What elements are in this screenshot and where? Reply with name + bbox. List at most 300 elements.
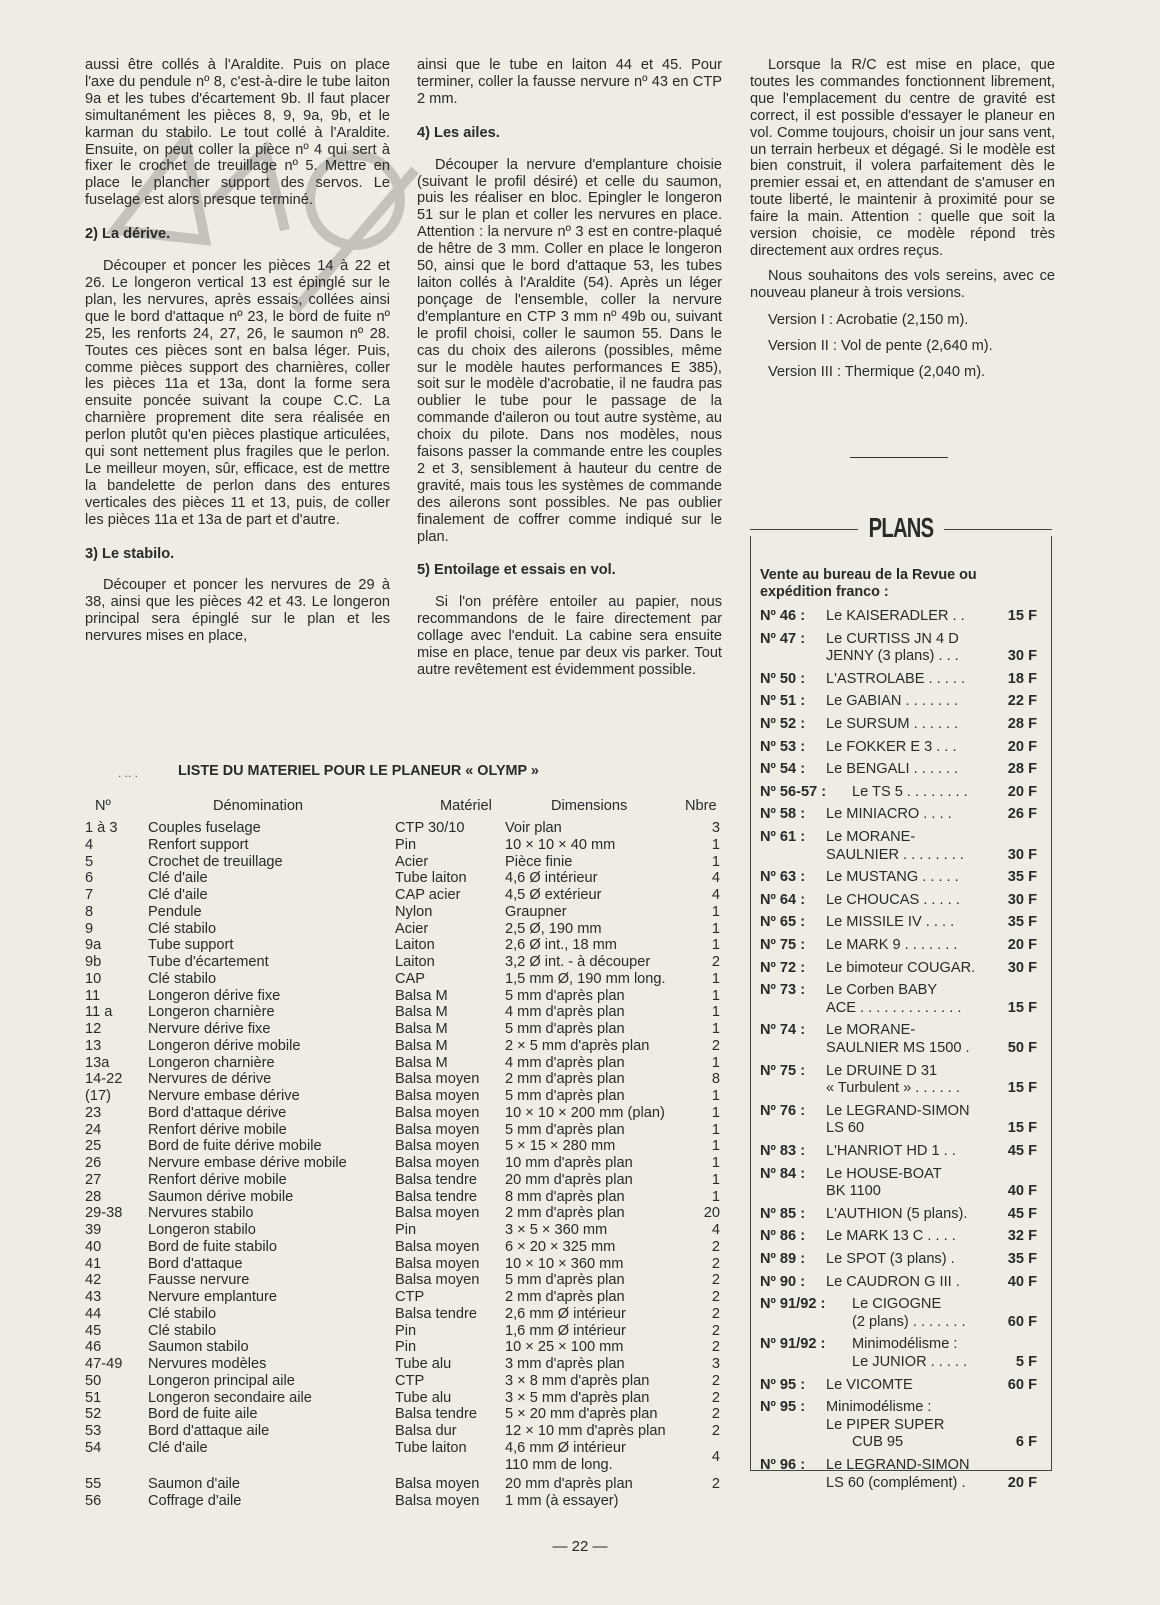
row-quantity: 4 — [711, 887, 720, 903]
row-quantity: 1 — [711, 1121, 720, 1138]
row-material: Balsa moyen — [395, 1255, 480, 1272]
row-number: 26 — [85, 1155, 102, 1171]
plan-number: Nº 72 : — [760, 959, 806, 976]
table-row — [0, 1256, 740, 1273]
plans-item — [760, 982, 1045, 1017]
table-row — [0, 1205, 740, 1222]
row-material: Balsa moyen — [395, 1071, 480, 1088]
plan-name: Le MARK 9 . . . . . . . — [826, 937, 958, 953]
row-dimensions: 5 × 15 × 280 mm — [505, 1138, 616, 1155]
plan-number: Nº 46 : — [760, 608, 806, 624]
table-row — [0, 1105, 740, 1122]
plan-number: Nº 65 : — [760, 914, 806, 931]
row-dimensions: 110 mm de long. — [505, 1456, 613, 1473]
plans-item — [760, 1399, 1045, 1452]
table-row — [0, 820, 740, 837]
row-dimensions: 1,5 mm Ø, 190 mm long. — [505, 970, 666, 987]
text-column-2 — [417, 57, 722, 679]
row-number: 51 — [85, 1389, 102, 1406]
row-denomination: Longeron stabilo — [148, 1222, 256, 1238]
plan-number: Nº 75 : — [760, 937, 806, 953]
row-number: 12 — [85, 1021, 102, 1037]
row-number: 9 — [85, 920, 94, 937]
row-denomination: Renfort dérive mobile — [148, 1121, 287, 1138]
row-dimensions: 6 × 20 × 325 mm — [505, 1238, 616, 1255]
table-row — [0, 1222, 740, 1239]
row-dimensions: 10 × 10 × 360 mm — [505, 1255, 624, 1272]
text-column-1 — [85, 57, 390, 645]
plan-number: Nº 52 : — [760, 716, 806, 732]
row-quantity: 1 — [711, 903, 720, 920]
plan-price: 28 F — [1007, 761, 1037, 778]
row-dimensions: 10 × 25 × 100 mm — [505, 1339, 624, 1356]
row-number: 25 — [85, 1138, 102, 1155]
row-material: Nylon — [395, 903, 433, 920]
plans-item — [760, 761, 1045, 779]
section-heading-stabilo: 3) Le stabilo. — [85, 545, 175, 562]
row-dimensions: 5 mm d'après plan — [505, 1021, 625, 1037]
plan-name: Le TS 5 . . . . . . . . — [852, 783, 968, 800]
row-material: Balsa moyen — [395, 1476, 480, 1493]
row-number: 53 — [85, 1423, 102, 1439]
row-material: Laiton — [395, 937, 435, 954]
table-row — [0, 1088, 740, 1105]
row-number: 52 — [85, 1406, 102, 1423]
table-row — [0, 988, 740, 1005]
row-dimensions: Voir plan — [505, 820, 562, 836]
plan-name: Le VICOMTE — [826, 1376, 913, 1393]
row-denomination: Clé stabilo — [148, 920, 217, 937]
row-dimensions: 4,5 Ø extérieur — [505, 887, 602, 903]
row-quantity: 1 — [711, 937, 720, 954]
paragraph: ainsi que le tube en laiton 44 et 45. Pour terminer, coller la fausse nervure nº 43 en CTP 2 mm. — [417, 57, 722, 107]
table-row — [0, 837, 740, 854]
row-quantity: 2 — [711, 1255, 720, 1272]
row-number: 9a — [85, 937, 102, 954]
row-denomination: Saumon dérive mobile — [148, 1188, 294, 1205]
row-material: Balsa moyen — [395, 1088, 480, 1104]
row-dimensions: Pièce finie — [505, 853, 573, 870]
row-material: Tube laiton — [395, 1439, 467, 1456]
row-quantity: 3 — [711, 1356, 720, 1372]
plan-name: Le HOUSE-BOAT — [826, 1165, 942, 1182]
plan-name: Le MINIACRO . . . . — [826, 806, 952, 823]
plans-item — [760, 937, 1045, 955]
plans-item — [760, 869, 1045, 887]
row-material: Pin — [395, 1322, 417, 1339]
plan-name-cont: « Turbulent » . . . . . . — [826, 1080, 960, 1097]
row-material: Balsa M — [395, 1054, 448, 1071]
row-number: 41 — [85, 1255, 102, 1272]
plan-name: Le CAUDRON G III . — [826, 1273, 960, 1290]
plan-number: Nº 64 : — [760, 891, 806, 908]
plan-price: 20 F — [1007, 937, 1037, 954]
row-number: 43 — [85, 1289, 102, 1305]
plan-name: Le MUSTANG . . . . . — [826, 869, 959, 886]
table-row — [0, 887, 740, 904]
row-denomination: Bord d'attaque dérive — [148, 1104, 287, 1121]
row-material: Balsa moyen — [395, 1238, 480, 1255]
plan-name: Le BENGALI . . . . . . — [826, 761, 959, 778]
row-denomination: Pendule — [148, 903, 202, 920]
row-quantity: 2 — [711, 1037, 720, 1054]
table-row — [0, 1071, 740, 1088]
row-dimensions: 1 mm (à essayer) — [505, 1493, 619, 1509]
row-quantity: 3 — [711, 820, 720, 836]
row-denomination: Longeron dérive mobile — [148, 1037, 301, 1054]
row-quantity: 1 — [711, 1188, 720, 1205]
row-quantity: 2 — [711, 1406, 720, 1423]
row-quantity: 1 — [711, 836, 720, 853]
table-row — [0, 921, 740, 938]
table-title: LISTE DU MATERIEL POUR LE PLANEUR « OLYMP » — [178, 763, 539, 779]
plans-item — [760, 806, 1045, 824]
row-material: Balsa M — [395, 1021, 448, 1037]
row-material: CTP 30/10 — [395, 820, 465, 836]
plan-number: Nº 47 : — [760, 630, 806, 647]
row-dimensions: 4 mm d'après plan — [505, 1004, 625, 1021]
row-dimensions: 4 mm d'après plan — [505, 1054, 625, 1071]
plan-number: Nº 54 : — [760, 761, 806, 778]
plan-name-cont: JENNY (3 plans) . . . — [826, 648, 959, 665]
row-number: 29-38 — [85, 1205, 123, 1222]
row-quantity: 1 — [711, 1171, 720, 1188]
row-denomination: Couples fuselage — [148, 820, 261, 836]
plan-number: Nº 51 : — [760, 693, 806, 710]
plan-name: Le DRUINE D 31 — [826, 1062, 938, 1079]
row-quantity: 1 — [711, 1021, 720, 1037]
row-quantity: 1 — [711, 1004, 720, 1021]
row-material: Balsa tendre — [395, 1305, 477, 1322]
plan-price: 15 F — [1007, 1080, 1037, 1097]
row-quantity: 2 — [711, 1389, 720, 1406]
plans-item — [760, 608, 1045, 626]
plans-item — [760, 1228, 1045, 1246]
plan-name-cont: Le JUNIOR . . . . . — [852, 1353, 968, 1370]
plans-item — [760, 1377, 1045, 1395]
row-denomination: Coffrage d'aile — [148, 1493, 242, 1509]
plan-number: Nº 75 : — [760, 1062, 806, 1079]
plan-name: Le MORANE- — [826, 1022, 916, 1039]
plan-number: Nº 58 : — [760, 806, 806, 823]
plans-item — [760, 784, 1045, 802]
row-dimensions: 3 × 5 mm d'après plan — [505, 1389, 650, 1406]
row-number: 50 — [85, 1372, 102, 1389]
table-row — [0, 1306, 740, 1323]
plan-name: Minimodélisme : — [852, 1336, 958, 1353]
row-material: Acier — [395, 920, 429, 937]
row-number: 11 — [85, 987, 101, 1004]
plans-item — [760, 1457, 1045, 1492]
row-material: Balsa moyen — [395, 1104, 480, 1121]
plan-price: 26 F — [1007, 806, 1037, 823]
plan-price: 35 F — [1007, 914, 1037, 931]
row-quantity: 2 — [711, 1289, 720, 1305]
row-quantity: 2 — [711, 1272, 720, 1289]
plans-item — [760, 1143, 1045, 1161]
row-quantity: 4 — [711, 1222, 720, 1238]
table-header-denomination: Dénomination — [213, 798, 304, 814]
plan-price: 20 F — [1007, 1474, 1037, 1491]
plan-number: Nº 84 : — [760, 1165, 806, 1182]
row-quantity: 20 — [703, 1205, 720, 1222]
row-material: Laiton — [395, 954, 435, 970]
row-denomination: Nervure dérive fixe — [148, 1021, 271, 1037]
plan-name: L'HANRIOT HD 1 . . — [826, 1143, 956, 1159]
plans-item — [760, 914, 1045, 932]
plan-price: 30 F — [1007, 891, 1037, 908]
plan-name: Le KAISERADLER . . — [826, 608, 965, 624]
plans-item — [760, 1063, 1045, 1098]
table-row — [0, 854, 740, 871]
version-item: Version II : Vol de pente (2,640 m). — [768, 337, 993, 354]
row-denomination: Tube support — [148, 937, 234, 954]
row-dimensions: 3,2 Ø int. - à découper — [505, 954, 651, 970]
text-column-3 — [750, 57, 1055, 389]
row-quantity: 1 — [711, 1054, 720, 1071]
plans-title: PLANS — [868, 512, 934, 543]
row-number: 1 à 3 — [85, 820, 118, 836]
plan-number: Nº 76 : — [760, 1102, 806, 1119]
table-row — [0, 954, 740, 971]
plan-name-cont: BK 1100 — [826, 1183, 881, 1200]
plan-number: Nº 74 : — [760, 1022, 806, 1039]
row-quantity: 4 — [711, 1448, 720, 1465]
plan-number: Nº 91/92 : — [760, 1336, 826, 1353]
section-heading-derive: 2) La dérive. — [85, 226, 171, 243]
paragraph: Lorsque la R/C est mise en place, que toutes les commandes fonctionnent librement, que l'emplacement du centre de gravité est correct, il est possible d'essayer le planeur en vol. Comme toujours, choisir un jour sans vent, un terrain herbeux et dégagé. Si le modèle est bien construit, il volera parfaitement dès le premier essai et, en attendant de s'amuser en toute liberté, le maintenir à proximité pour se faire la main. Attention : quelle que soit la version choisie, ce modèle répond très directement aux ordres reçus. — [750, 57, 1055, 259]
plans-item — [760, 1206, 1045, 1224]
plan-name: Le GABIAN . . . . . . . — [826, 693, 959, 710]
row-material: Balsa dur — [395, 1423, 457, 1439]
row-number: 46 — [85, 1339, 102, 1356]
row-number: 39 — [85, 1222, 102, 1238]
plan-price: 15 F — [1007, 608, 1037, 625]
row-denomination: Clé stabilo — [148, 1305, 217, 1322]
plan-name: Le SPOT (3 plans) . — [826, 1251, 955, 1267]
row-material: Tube alu — [395, 1389, 452, 1406]
plan-name: Le CURTISS JN 4 D — [826, 630, 959, 647]
plan-price: 35 F — [1007, 1251, 1037, 1268]
row-number: 28 — [85, 1188, 102, 1205]
row-denomination: Clé stabilo — [148, 1322, 217, 1339]
row-number: 27 — [85, 1171, 102, 1188]
plans-item — [760, 960, 1045, 978]
row-dimensions: 5 mm d'après plan — [505, 1088, 625, 1104]
table-row — [0, 1406, 740, 1423]
plan-number: Nº 73 : — [760, 982, 806, 999]
table-row — [0, 1272, 740, 1289]
row-denomination: Bord d'attaque — [148, 1255, 243, 1272]
row-dimensions: 10 × 10 × 200 mm (plan) — [505, 1104, 665, 1121]
plans-item — [760, 1296, 1045, 1331]
plan-price: 40 F — [1007, 1273, 1037, 1290]
row-material: Balsa moyen — [395, 1155, 480, 1171]
table-row — [0, 1423, 740, 1440]
row-denomination: Fausse nervure — [148, 1272, 250, 1289]
table-row — [0, 1476, 740, 1493]
table-row — [0, 1038, 740, 1055]
row-number: 14-22 — [85, 1071, 123, 1088]
plan-name: Le Corben BABY — [826, 982, 938, 999]
plan-number: Nº 83 : — [760, 1143, 806, 1159]
table-row — [0, 870, 740, 887]
table-row — [0, 1373, 740, 1390]
row-quantity: 8 — [711, 1071, 720, 1088]
row-material: CAP acier — [395, 887, 461, 903]
row-material: Balsa moyen — [395, 1272, 480, 1289]
table-row — [0, 1138, 740, 1155]
row-denomination: Bord de fuite stabilo — [148, 1238, 277, 1255]
row-number: 9b — [85, 954, 102, 970]
row-denomination: Bord de fuite aile — [148, 1406, 258, 1423]
plan-number: Nº 61 : — [760, 829, 806, 845]
table-row — [0, 937, 740, 954]
plan-price: 22 F — [1007, 693, 1037, 710]
version-item: Version III : Thermique (2,040 m). — [768, 363, 986, 380]
plan-number: Nº 95 : — [760, 1376, 806, 1393]
plan-name: L'ASTROLABE . . . . . — [826, 670, 966, 687]
plan-name: L'AUTHION (5 plans). — [826, 1205, 968, 1222]
plans-item — [760, 693, 1045, 711]
row-denomination: Clé d'aile — [148, 1439, 208, 1456]
plan-name: Le CIGOGNE — [852, 1296, 942, 1313]
plans-item — [760, 829, 1045, 864]
row-number: 42 — [85, 1272, 102, 1289]
plan-name-cont: ACE . . . . . . . . . . . . . — [826, 999, 962, 1016]
paragraph: Découper et poncer les nervures de 29 à 38, ainsi que les pièces 42 et 43. Le longeron principal sera épinglé sur le plan et les nervures mises en place, — [85, 577, 390, 645]
plans-item — [760, 1022, 1045, 1057]
plan-price: 40 F — [1007, 1183, 1037, 1200]
plan-price: 18 F — [1007, 670, 1037, 687]
plans-item — [760, 892, 1045, 910]
row-number: 23 — [85, 1104, 102, 1121]
row-quantity: 1 — [711, 1155, 720, 1171]
row-material: Pin — [395, 1339, 417, 1356]
row-dimensions: 5 mm d'après plan — [505, 1121, 625, 1138]
row-number: 8 — [85, 903, 94, 920]
plan-name-cont: LS 60 — [826, 1120, 865, 1137]
row-quantity: 1 — [711, 970, 720, 987]
divider — [850, 457, 948, 458]
row-denomination: Saumon d'aile — [148, 1476, 241, 1493]
version-item: Version I : Acrobatie (2,150 m). — [768, 311, 969, 328]
plan-name: Le SURSUM . . . . . . — [826, 716, 959, 732]
table-row — [0, 1055, 740, 1072]
row-material: Balsa moyen — [395, 1138, 480, 1155]
plan-name: Minimodélisme : — [826, 1399, 932, 1416]
plan-price: 5 F — [1015, 1354, 1037, 1371]
row-material: Balsa M — [395, 987, 448, 1004]
paragraph: Découper la nervure d'emplanture choisie (suivant le profil désiré) et celle du saumon, puis les réaliser en bloc. Epingler le longeron 51 sur le plan et coller les nervures en place. Attention : la nervure nº 3 est en contre-plaqué de hêtre de 3 mm. Coller en place le longeron 50, ainsi que le bord d'attaque 53, les tubes laiton collés à l'Araldite (54). Après un léger ponçage de l'ensemble, coller la nervure d'emplanture en CTP 3 mm nº 49b ou, suivant le profil choisi, coller le saumon 55. Dans le cas du choix des ailerons (possibles, même sur le modèle hautes performances E 385), soit sur le modèle d'acrobatie, il ne faudra pas oublier le tube pour le passage de la commande d'aileron ou tout autre système, au choix du pilote. Dans nos modèles, nous faisons passer la commande entre les couples 2 et 3, sensiblement à hauteur du centre de gravité, mais tous les systèmes de commande des ailerons sont possibles. Ne pas oublier finalement de coffrer comme indiqué sur le plan. — [417, 156, 722, 545]
paragraph: Nous souhaitons des vols sereins, avec ce nouveau planeur à trois versions. — [750, 267, 1055, 301]
table-row — [0, 1289, 740, 1306]
row-quantity: 1 — [711, 987, 720, 1004]
section-heading-ailes: 4) Les ailes. — [417, 124, 500, 141]
row-quantity: 1 — [711, 1088, 720, 1104]
row-material: Balsa tendre — [395, 1406, 477, 1423]
paragraph: aussi être collés à l'Araldite. Puis on place l'axe du pendule nº 8, c'est-à-dire le tube laiton 9a et les tubes d'écartement 9b. Il faut placer simultanément les pièces 8, 9, 9a, 9b, et le karman du stabilo. Le tout collé à l'Araldite. Ensuite, on peut coller la pièce nº 4 qui sert à fixer le crochet de treuillage nº 5. Mettre en place le plancher support des servos. Le fuselage est alors presque terminé. — [85, 57, 390, 209]
row-number: 13 — [85, 1037, 102, 1054]
row-quantity: 2 — [711, 1238, 720, 1255]
row-dimensions: 5 mm d'après plan — [505, 987, 625, 1004]
row-dimensions: 5 mm d'après plan — [505, 1272, 625, 1289]
plan-price: 15 F — [1007, 1120, 1037, 1137]
table-row — [0, 1493, 740, 1510]
plan-price: 60 F — [1007, 1376, 1037, 1393]
row-number: 45 — [85, 1322, 102, 1339]
row-number: 4 — [85, 836, 94, 853]
table-row — [0, 1239, 740, 1256]
plan-price: 20 F — [1007, 738, 1037, 755]
row-dimensions: 8 mm d'après plan — [505, 1188, 625, 1205]
row-dimensions: 12 × 10 mm d'après plan — [505, 1423, 666, 1439]
row-dimensions: 20 mm d'après plan — [505, 1171, 633, 1188]
plan-number: Nº 96 : — [760, 1457, 806, 1473]
plan-price: 15 F — [1007, 999, 1037, 1016]
row-dimensions: 2 mm d'après plan — [505, 1071, 625, 1088]
plans-item — [760, 631, 1045, 666]
plan-price: 50 F — [1007, 1040, 1037, 1057]
section-heading-entoilage: 5) Entoilage et essais en vol. — [417, 562, 616, 579]
row-denomination: Longeron secondaire aile — [148, 1389, 312, 1406]
plan-name-cont: SAULNIER MS 1500 . — [826, 1039, 970, 1056]
row-number: 11 a — [85, 1004, 113, 1021]
page-number: — 22 — — [552, 1538, 608, 1555]
row-number: 10 — [85, 970, 102, 987]
row-denomination: Clé d'aile — [148, 870, 208, 887]
row-number: 5 — [85, 853, 94, 870]
row-material: Balsa tendre — [395, 1188, 477, 1205]
row-number: 6 — [85, 870, 94, 887]
table-row — [0, 1339, 740, 1356]
plan-name: Le MORANE- — [826, 829, 916, 845]
row-denomination: Nervures stabilo — [148, 1205, 254, 1222]
plans-item — [760, 1103, 1045, 1138]
row-number: 44 — [85, 1305, 102, 1322]
row-dimensions: 5 × 20 mm d'après plan — [505, 1406, 658, 1423]
row-denomination: Nervure embase dérive mobile — [148, 1155, 347, 1171]
plan-name: Le LEGRAND-SIMON — [826, 1102, 970, 1119]
plan-name-cont: SAULNIER . . . . . . . . — [826, 846, 964, 863]
row-number: 40 — [85, 1238, 102, 1255]
table-header-nbre: Nbre — [685, 798, 717, 814]
plan-price: 30 F — [1007, 959, 1037, 976]
plan-price: 45 F — [1007, 1205, 1037, 1222]
plan-name: Le MARK 13 C . . . . — [826, 1228, 956, 1245]
plan-name-cont: CUB 95 — [852, 1434, 904, 1451]
plan-name-cont: Le PIPER SUPER — [826, 1416, 945, 1433]
row-denomination: Nervure embase dérive — [148, 1088, 300, 1104]
plan-number: Nº 53 : — [760, 738, 806, 755]
row-denomination: Nervures modèles — [148, 1356, 267, 1372]
row-quantity: 2 — [711, 1339, 720, 1356]
row-dimensions: 2,6 Ø int., 18 mm — [505, 937, 617, 954]
plan-number: Nº 56-57 : — [760, 783, 827, 800]
plan-price: 30 F — [1007, 846, 1037, 863]
plan-price: 20 F — [1007, 783, 1037, 800]
row-material: Tube laiton — [395, 870, 467, 887]
row-dimensions: 2 mm d'après plan — [505, 1289, 625, 1305]
row-denomination: Saumon stabilo — [148, 1339, 249, 1356]
plan-price: 6 F — [1015, 1434, 1037, 1451]
row-dimensions: 3 × 8 mm d'après plan — [505, 1372, 650, 1389]
plans-item — [760, 1166, 1045, 1201]
plans-item — [760, 716, 1045, 734]
row-quantity: 1 — [711, 920, 720, 937]
row-denomination: Longeron charnière — [148, 1004, 275, 1021]
row-dimensions: 10 mm d'après plan — [505, 1155, 633, 1171]
